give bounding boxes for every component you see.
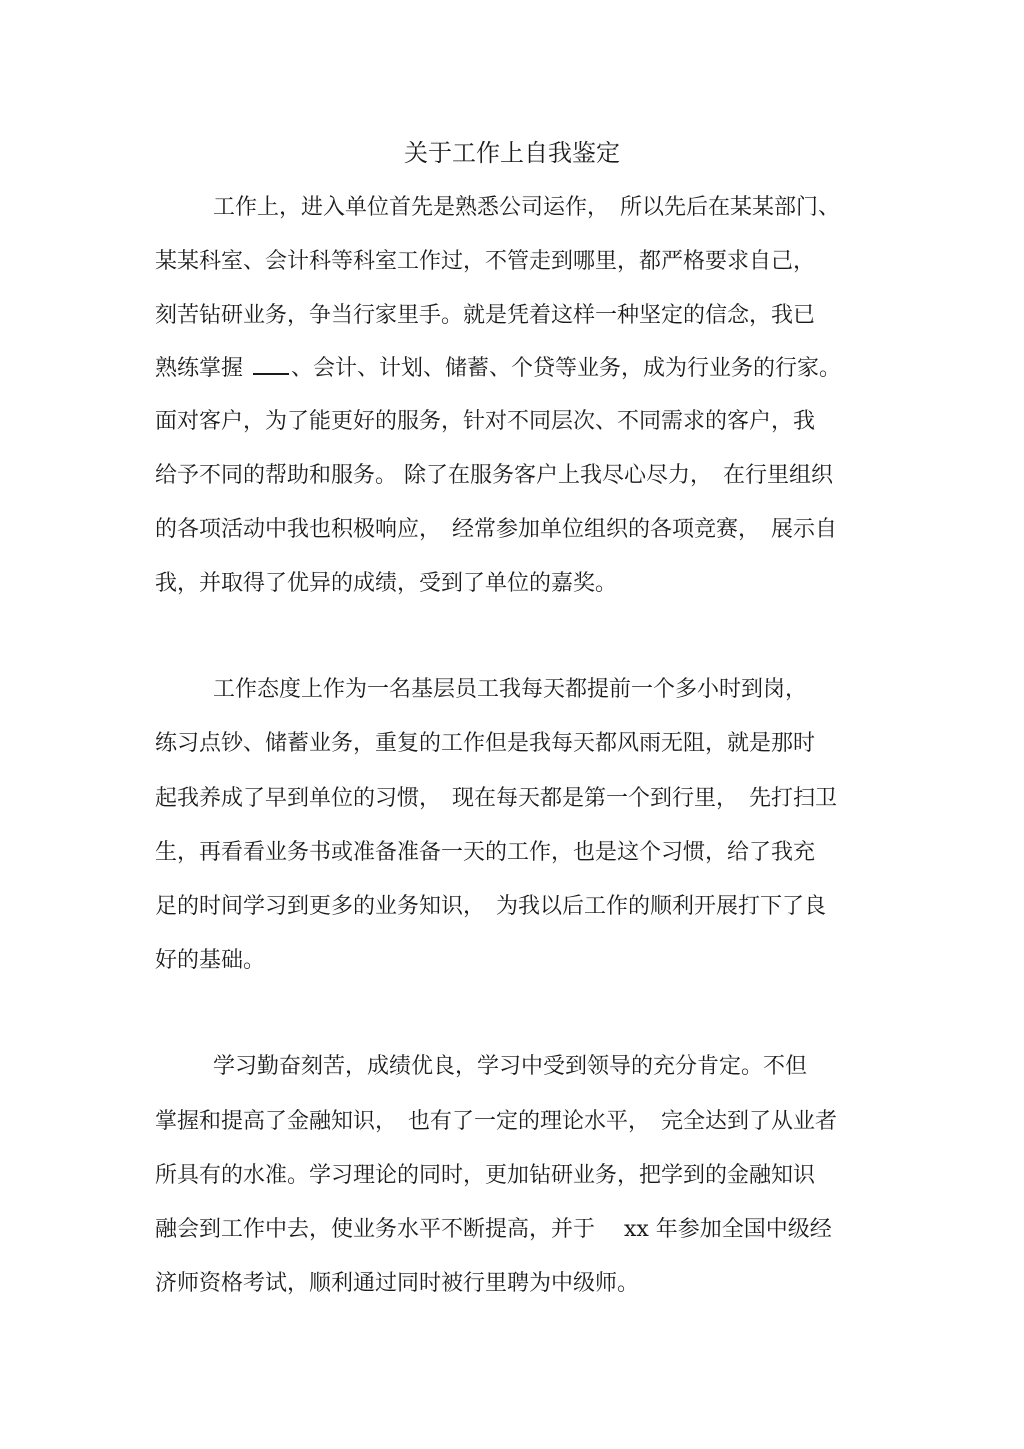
p2-line-5: 足的时间学习到更多的业务知识， 为我以后工作的顺利开展打下了良 [155, 894, 827, 919]
p1-line-3: 刻苦钻研业务，争当行家里手。就是凭着这样一种坚定的信念，我已 [155, 303, 816, 328]
fill-in-blank [253, 351, 289, 375]
p2-line-1: 工作态度上作为一名基层员工我每天都提前一个多小时到岗， [213, 677, 808, 702]
p3-line-1: 学习勤奋刻苦，成绩优良，学习中受到领导的充分肯定。不但 [213, 1054, 808, 1079]
p3-line-4: 融会到工作中去，使业务水平不断提高，并于 xx 年参加全国中级经 [155, 1217, 832, 1242]
p1-line-4-after: 、会计、计划、储蓄、个贷等业务，成为行业务的行家。 [291, 356, 842, 381]
p1-line-6: 给予不同的帮助和服务。 除了在服务客户上我尽心尽力， 在行里组织 [155, 463, 833, 488]
p2-line-2: 练习点钞、储蓄业务，重复的工作但是我每天都风雨无阻，就是那时 [155, 731, 816, 756]
p1-line-4-before: 熟练掌握 [155, 356, 244, 381]
p1-line-5: 面对客户，为了能更好的服务，针对不同层次、不同需求的客户，我 [155, 409, 816, 434]
p3-line-5: 济师资格考试，顺利通过同时被行里聘为中级师。 [155, 1271, 640, 1296]
p2-line-6: 好的基础。 [155, 948, 266, 973]
p1-line-2: 某某科室、会计科等科室工作过，不管走到哪里，都严格要求自己， [155, 249, 816, 274]
p3-line-2: 掌握和提高了金融知识， 也有了一定的理论水平， 完全达到了从业者 [155, 1109, 838, 1134]
p1-line-4 [155, 351, 841, 387]
p1-line-1: 工作上，进入单位首先是熟悉公司运作， 所以先后在某某部门、 [213, 195, 841, 220]
document-title: 关于工作上自我鉴定 [404, 139, 620, 167]
p2-line-4: 生，再看看业务书或准备准备一天的工作，也是这个习惯，给了我充 [155, 840, 816, 865]
p1-line-8: 我，并取得了优异的成绩，受到了单位的嘉奖。 [155, 571, 618, 596]
p1-line-7: 的各项活动中我也积极响应， 经常参加单位组织的各项竞赛， 展示自 [155, 517, 838, 542]
p2-line-3: 起我养成了早到单位的习惯， 现在每天都是第一个到行里， 先打扫卫 [155, 786, 838, 811]
p3-line-3: 所具有的水准。学习理论的同时，更加钻研业务，把学到的金融知识 [155, 1163, 816, 1188]
